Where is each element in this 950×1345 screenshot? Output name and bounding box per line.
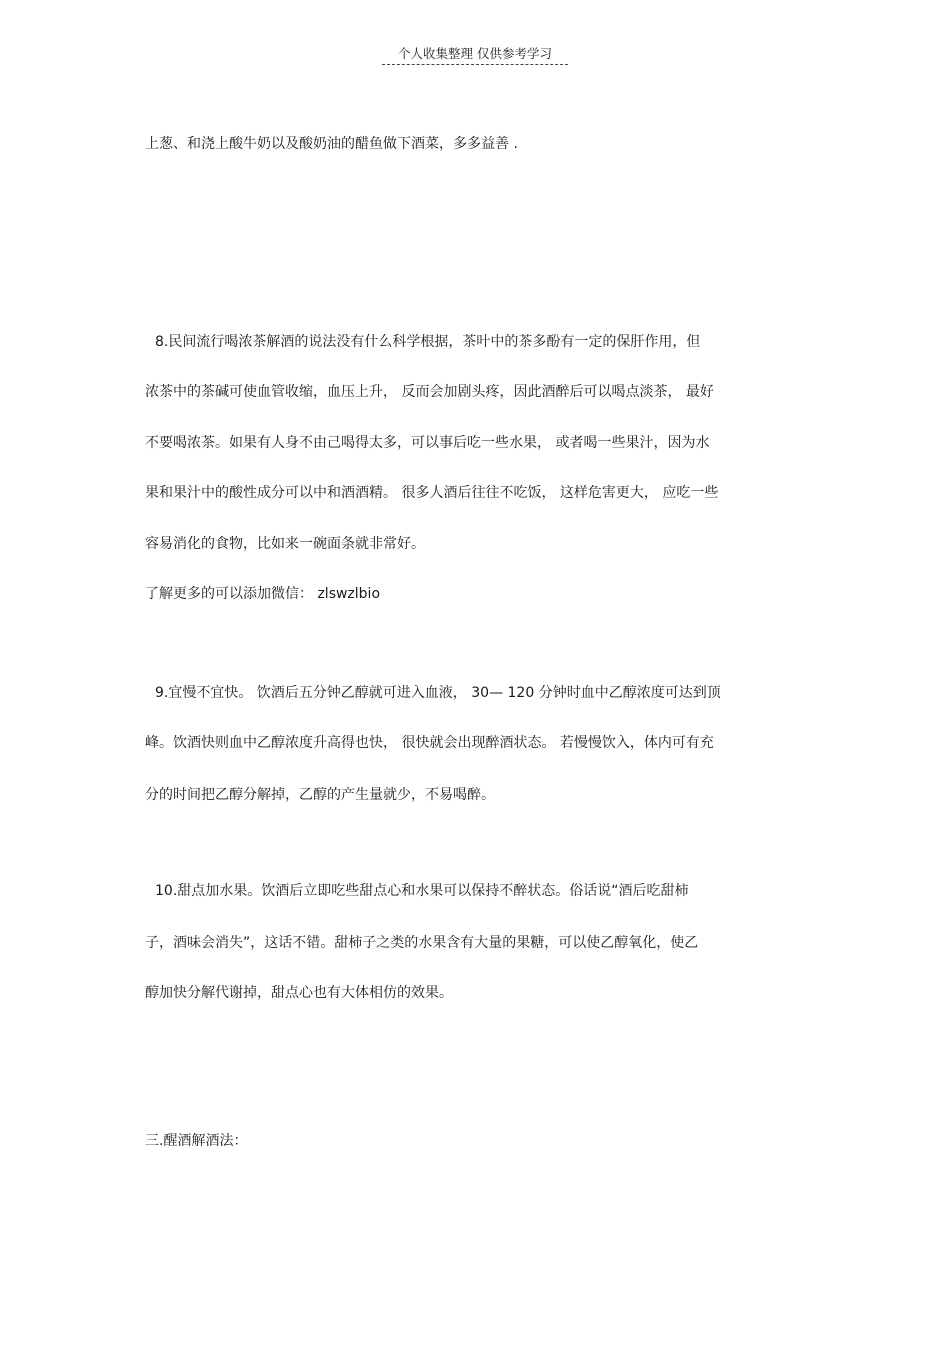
paragraph-line: 分的时间把乙醇分解掉，乙醇的产生量就少，不易喝醉。 (145, 787, 495, 803)
paragraph-line: 浓茶中的茶碱可使血管收缩，血压上升， 反而会加剧头疼，因此酒醉后可以喝点淡茶， 最好 (145, 384, 714, 400)
page-header: 个人收集整理 仅供参考学习 (382, 46, 568, 65)
paragraph-line: 10.甜点加水果。饮酒后立即吃些甜点心和水果可以保持不醉状态。俗话说“酒后吃甜柿 (155, 883, 689, 899)
section-heading: 三.醒酒解酒法： (145, 1133, 248, 1149)
paragraph-line: 容易消化的食物，比如来一碗面条就非常好。 (145, 536, 425, 552)
paragraph-line: 果和果汁中的酸性成分可以中和酒酒精。 很多人酒后往往不吃饭， 这样危害更大， 应吃一些 (145, 485, 719, 501)
paragraph-line: 峰。饮酒快则血中乙醇浓度升高得也快， 很快就会出现醉酒状态。 若慢慢饮入，体内可有充 (145, 735, 714, 751)
paragraph-line: 9.宜慢不宜快。 饮酒后五分钟乙醇就可进入血液， 30— 120 分钟时血中乙醇浓度可达到顶 (155, 685, 721, 701)
paragraph-line: 醇加快分解代谢掉，甜点心也有大体相仿的效果。 (145, 985, 453, 1001)
paragraph-line: 8.民间流行喝浓茶解酒的说法没有什么科学根据，茶叶中的茶多酚有一定的保肝作用，但 (155, 334, 701, 350)
paragraph-line: 上葱、和浇上酸牛奶以及酸奶油的醋鱼做下酒菜，多多益善 . (145, 136, 518, 152)
wechat-contact-line: 了解更多的可以添加微信： zlswzlbio (145, 586, 381, 602)
paragraph-line: 不要喝浓茶。如果有人身不由己喝得太多，可以事后吃一些水果， 或者喝一些果汁，因为水 (145, 435, 710, 451)
paragraph-line: 子，酒味会消失”，这话不错。甜柿子之类的水果含有大量的果糖，可以使乙醇氧化，使乙 (145, 935, 699, 951)
